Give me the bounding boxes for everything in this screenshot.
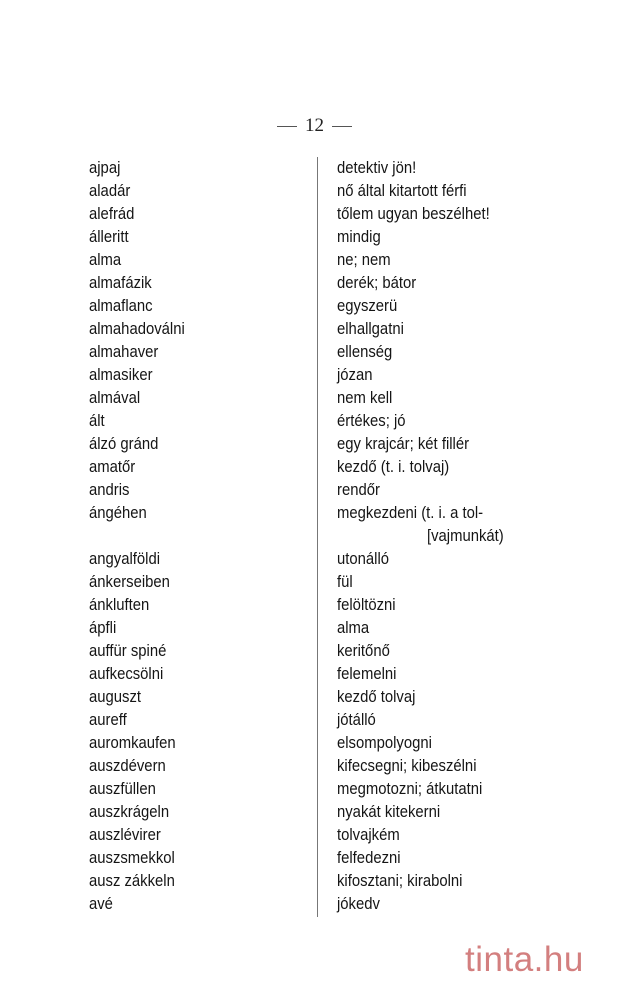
headword: ált [89, 412, 105, 430]
headword: angyalföldi [89, 550, 161, 568]
definition: jótálló [337, 711, 376, 729]
definition: alma [337, 619, 370, 637]
headword: auszlévirer [89, 826, 161, 844]
headword: alefrád [89, 205, 135, 223]
headword: almahadoválni [89, 320, 185, 338]
page-header [0, 112, 629, 140]
headword: auszdévern [89, 757, 166, 775]
definition: elhallgatni [337, 320, 404, 338]
headword: almával [89, 389, 141, 407]
definition: elsompolyogni [337, 734, 432, 752]
definition: utonálló [337, 550, 390, 568]
definition: ne; nem [337, 251, 391, 269]
headword: aufkecsölni [89, 665, 164, 683]
headword: auromkaufen [89, 734, 176, 752]
headword: avé [89, 895, 113, 913]
headword: almaflanc [89, 297, 153, 315]
headword-column [89, 157, 304, 916]
definition: jókedv [337, 895, 380, 913]
definition: ellenség [337, 343, 393, 361]
definition: nő által kitartott férfi [337, 182, 467, 200]
headword: almasiker [89, 366, 153, 384]
headword: andris [89, 481, 130, 499]
definition: kezdő tolvaj [337, 688, 416, 706]
headword: ánkluften [89, 596, 150, 614]
definition: értékes; jó [337, 412, 406, 430]
headword: ausz zákkeln [89, 872, 175, 890]
definition: tolvajkém [337, 826, 400, 844]
headword: álzó gránd [89, 435, 159, 453]
definition: nem kell [337, 389, 393, 407]
definition: nyakát kitekerni [337, 803, 441, 821]
headword: ángéhen [89, 504, 147, 522]
definition: kifosztani; kirabolni [337, 872, 463, 890]
definition: kezdő (t. i. tolvaj) [337, 458, 450, 476]
watermark: tinta.hu [465, 940, 584, 979]
definition: derék; bátor [337, 274, 417, 292]
definition-column [337, 157, 552, 916]
headword: auszkrágeln [89, 803, 170, 821]
headword: auguszt [89, 688, 142, 706]
headword: ajpaj [89, 159, 121, 177]
headword: almafázik [89, 274, 152, 292]
header-dash-left [277, 126, 297, 127]
headword: álleritt [89, 228, 129, 246]
entry-spacer [89, 525, 304, 548]
definition: felfedezni [337, 849, 401, 867]
page-number: 12 [305, 115, 324, 136]
headword: auffür spiné [89, 642, 167, 660]
definition: rendőr [337, 481, 380, 499]
definition-continuation: [vajmunkát) [427, 527, 504, 545]
definition: kifecsegni; kibeszélni [337, 757, 477, 775]
headword: auszfüllen [89, 780, 156, 798]
headword: ánkerseiben [89, 573, 170, 591]
headword: aureff [89, 711, 127, 729]
headword: auszsmekkol [89, 849, 175, 867]
definition: keritőnő [337, 642, 390, 660]
definition: egyszerü [337, 297, 398, 315]
headword: ápfli [89, 619, 117, 637]
column-divider [317, 157, 318, 917]
headword: alma [89, 251, 122, 269]
headword: aladár [89, 182, 131, 200]
definition: józan [337, 366, 373, 384]
definition: mindig [337, 228, 381, 246]
definition: tőlem ugyan beszélhet! [337, 205, 490, 223]
definition: egy krajcár; két fillér [337, 435, 470, 453]
headword: almahaver [89, 343, 159, 361]
header-dash-right [332, 126, 352, 127]
definition: megmotozni; átkutatni [337, 780, 483, 798]
definition: felemelni [337, 665, 397, 683]
headword: amatőr [89, 458, 136, 476]
definition: fül [337, 573, 353, 591]
definition: megkezdeni (t. i. a tol- [337, 504, 484, 522]
definition: felöltözni [337, 596, 396, 614]
definition: detektiv jön! [337, 159, 417, 177]
